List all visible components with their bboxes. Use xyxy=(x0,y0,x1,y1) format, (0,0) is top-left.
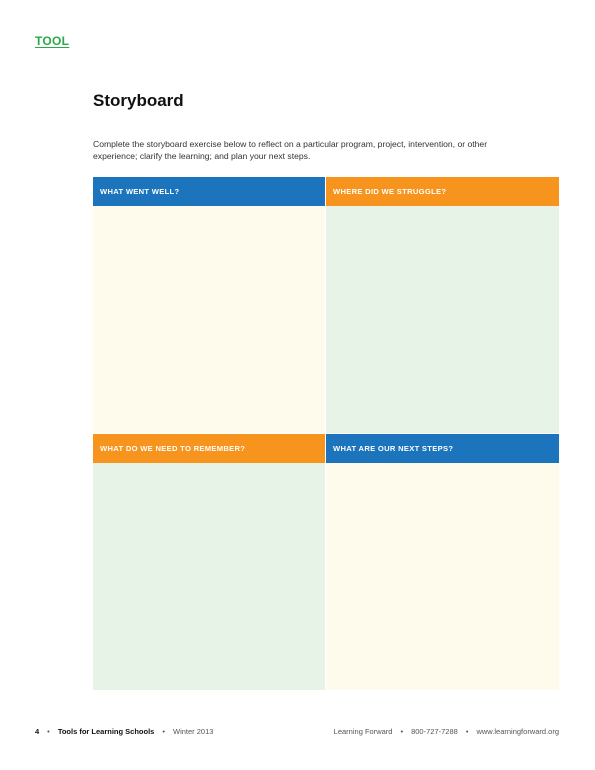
quadrant-writing-area[interactable] xyxy=(326,206,559,433)
quadrant-next-steps xyxy=(326,434,559,691)
phone-number: 800-727-7288 xyxy=(411,727,458,736)
section-label: TOOL xyxy=(35,34,70,48)
bullet-separator: • xyxy=(465,727,469,736)
page-number: 4 xyxy=(35,727,40,736)
quadrant-writing-area[interactable] xyxy=(93,463,325,690)
organization-name: Learning Forward xyxy=(333,727,393,736)
bullet-separator: • xyxy=(47,727,50,736)
storyboard-grid xyxy=(93,177,559,691)
website-link[interactable]: www.learningforward.org xyxy=(476,727,559,736)
quadrant-struggle xyxy=(326,177,559,434)
publication-name: Tools for Learning Schools xyxy=(57,727,155,736)
intro-text: Complete the storyboard exercise below to reflect on a particular program, project, intervention, or other experience; clarify the learning; and plan your next steps. xyxy=(93,139,488,161)
page-title: Storyboard xyxy=(93,91,184,110)
quadrant-writing-area[interactable] xyxy=(93,206,325,433)
quadrant-heading: WHAT DO WE NEED TO REMEMBER? xyxy=(93,434,325,463)
quadrant-writing-area[interactable] xyxy=(326,463,559,690)
quadrant-heading: WHAT WENT WELL? xyxy=(93,177,325,206)
quadrant-heading: WHAT ARE OUR NEXT STEPS? xyxy=(326,434,559,463)
quadrant-went-well xyxy=(93,177,326,434)
bullet-separator: • xyxy=(400,727,404,736)
quadrant-remember xyxy=(93,434,326,691)
quadrant-heading: WHERE DID WE STRUGGLE? xyxy=(326,177,559,206)
bullet-separator: • xyxy=(162,727,165,736)
page-footer xyxy=(35,727,559,736)
issue-date: Winter 2013 xyxy=(173,727,214,736)
